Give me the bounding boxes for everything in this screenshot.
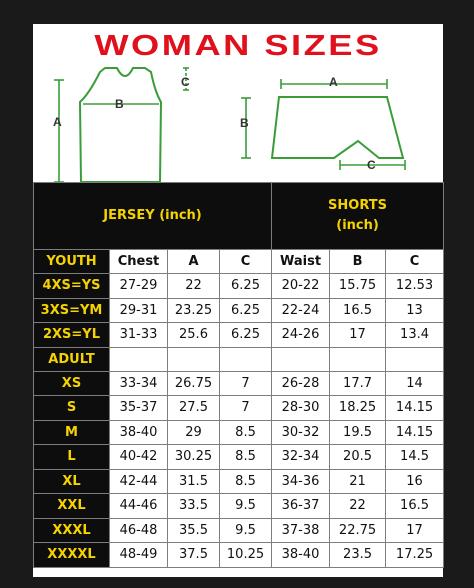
empty-cell [168, 347, 220, 371]
empty-cell [272, 347, 330, 371]
waist-value: 34-36 [272, 469, 330, 494]
chest-value: 42-44 [110, 469, 168, 494]
a-value: 31.5 [168, 469, 220, 494]
table-row [34, 494, 444, 519]
table-row [34, 543, 444, 568]
chart-title: WOMAN SIZES [94, 30, 382, 62]
b-value: 23.5 [330, 543, 386, 568]
col-waist: Waist [272, 250, 330, 274]
table-row [34, 469, 444, 494]
shorts-header-line2: (inch) [336, 218, 379, 233]
shorts-label-b: B [240, 116, 249, 130]
chest-value: 40-42 [110, 445, 168, 470]
garment-diagrams [33, 24, 443, 184]
a-value: 27.5 [168, 396, 220, 421]
col-youth: YOUTH [34, 250, 110, 274]
shorts-c-value: 13 [386, 298, 444, 323]
b-value: 19.5 [330, 420, 386, 445]
shorts-c-value: 17 [386, 518, 444, 543]
jersey-label-c: C [181, 75, 190, 89]
b-value: 22.75 [330, 518, 386, 543]
b-value: 16.5 [330, 298, 386, 323]
col-shorts-c: C [386, 250, 444, 274]
size-label: S [34, 396, 110, 421]
adult-section-row [34, 347, 444, 371]
shorts-label-a: A [329, 75, 338, 89]
b-value: 22 [330, 494, 386, 519]
empty-cell [330, 347, 386, 371]
table-row [34, 371, 444, 396]
a-value: 35.5 [168, 518, 220, 543]
col-chest: Chest [110, 250, 168, 274]
chest-value: 48-49 [110, 543, 168, 568]
a-value: 29 [168, 420, 220, 445]
adult-label: ADULT [34, 347, 110, 371]
shorts-label-c: C [367, 158, 376, 172]
waist-value: 24-26 [272, 323, 330, 348]
b-value: 17.7 [330, 371, 386, 396]
chest-value: 33-34 [110, 371, 168, 396]
waist-value: 32-34 [272, 445, 330, 470]
chest-value: 29-31 [110, 298, 168, 323]
b-value: 18.25 [330, 396, 386, 421]
col-a: A [168, 250, 220, 274]
size-chart-sheet [33, 24, 443, 577]
b-value: 17 [330, 323, 386, 348]
col-b: B [330, 250, 386, 274]
table-row [34, 396, 444, 421]
shorts-diagram [241, 79, 405, 170]
shorts-header-line1: SHORTS [328, 198, 387, 213]
jersey-c-value: 8.5 [220, 420, 272, 445]
waist-value: 26-28 [272, 371, 330, 396]
waist-value: 36-37 [272, 494, 330, 519]
chest-value: 35-37 [110, 396, 168, 421]
b-value: 20.5 [330, 445, 386, 470]
shorts-c-value: 14 [386, 371, 444, 396]
a-value: 22 [168, 274, 220, 299]
jersey-diagram [54, 68, 189, 182]
table-row [34, 298, 444, 323]
diagram-svg [33, 24, 443, 184]
column-header-row [34, 250, 444, 274]
a-value: 30.25 [168, 445, 220, 470]
shorts-c-value: 13.4 [386, 323, 444, 348]
size-label: XS [34, 371, 110, 396]
shorts-c-value: 12.53 [386, 274, 444, 299]
a-value: 25.6 [168, 323, 220, 348]
chest-value: 46-48 [110, 518, 168, 543]
jersey-label-a: A [53, 115, 62, 129]
size-label: M [34, 420, 110, 445]
chest-value: 38-40 [110, 420, 168, 445]
jersey-header: JERSEY (inch) [34, 183, 272, 250]
size-label: XXXXL [34, 543, 110, 568]
size-label: 2XS=YL [34, 323, 110, 348]
table-row [34, 420, 444, 445]
size-label: XL [34, 469, 110, 494]
table-row [34, 518, 444, 543]
jersey-c-value: 6.25 [220, 323, 272, 348]
col-jersey-c: C [220, 250, 272, 274]
empty-cell [386, 347, 444, 371]
jersey-c-value: 9.5 [220, 494, 272, 519]
a-value: 33.5 [168, 494, 220, 519]
size-label: XXXL [34, 518, 110, 543]
waist-value: 38-40 [272, 543, 330, 568]
waist-value: 20-22 [272, 274, 330, 299]
size-label: XXL [34, 494, 110, 519]
shorts-c-value: 14.15 [386, 396, 444, 421]
jersey-c-value: 7 [220, 396, 272, 421]
table-row [34, 274, 444, 299]
chest-value: 31-33 [110, 323, 168, 348]
waist-value: 22-24 [272, 298, 330, 323]
waist-value: 28-30 [272, 396, 330, 421]
shorts-c-value: 16.5 [386, 494, 444, 519]
jersey-c-value: 6.25 [220, 298, 272, 323]
shorts-c-value: 17.25 [386, 543, 444, 568]
empty-cell [110, 347, 168, 371]
jersey-label-b: B [115, 97, 124, 111]
chest-value: 27-29 [110, 274, 168, 299]
jersey-c-value: 8.5 [220, 469, 272, 494]
b-value: 21 [330, 469, 386, 494]
a-value: 23.25 [168, 298, 220, 323]
a-value: 37.5 [168, 543, 220, 568]
shorts-c-value: 14.15 [386, 420, 444, 445]
jersey-c-value: 7 [220, 371, 272, 396]
table-row [34, 323, 444, 348]
table-row [34, 445, 444, 470]
waist-value: 37-38 [272, 518, 330, 543]
waist-value: 30-32 [272, 420, 330, 445]
jersey-c-value: 6.25 [220, 274, 272, 299]
jersey-c-value: 9.5 [220, 518, 272, 543]
shorts-c-value: 16 [386, 469, 444, 494]
shorts-header [272, 183, 444, 250]
size-label: L [34, 445, 110, 470]
chest-value: 44-46 [110, 494, 168, 519]
shorts-c-value: 14.5 [386, 445, 444, 470]
size-table [33, 182, 444, 568]
jersey-c-value: 10.25 [220, 543, 272, 568]
size-label: 4XS=YS [34, 274, 110, 299]
a-value: 26.75 [168, 371, 220, 396]
b-value: 15.75 [330, 274, 386, 299]
size-label: 3XS=YM [34, 298, 110, 323]
empty-cell [220, 347, 272, 371]
jersey-c-value: 8.5 [220, 445, 272, 470]
